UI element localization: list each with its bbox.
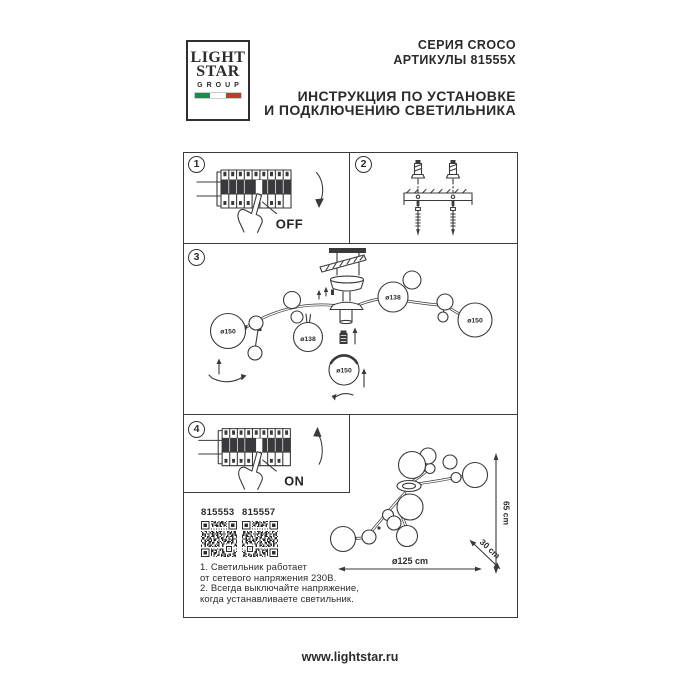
- note-line-3: 2. Всегда выключайте напряжение,: [200, 583, 360, 594]
- logo-word-group: GROUP: [197, 82, 243, 89]
- header-titles: [250, 38, 516, 117]
- mounting-bracket-icon: [349, 152, 519, 244]
- dimension-height-label: 65 cm: [501, 500, 512, 526]
- logo-word-light: LIGHT: [190, 49, 246, 66]
- nipple-screw-icon: [340, 331, 348, 345]
- circuit-breaker-off-icon: [183, 152, 350, 244]
- dimension-depth-label: 30 cm: [477, 536, 503, 561]
- instruction-title-line1: ИНСТРУКЦИЯ ПО УСТАНОВКЕ: [297, 88, 516, 104]
- globe-label-far-right: ø150: [467, 317, 483, 325]
- arrow-up-icon: [353, 328, 358, 334]
- qr-code-left-icon: [201, 521, 237, 557]
- on-label: ON: [284, 474, 305, 489]
- arrow-down-icon: [317, 173, 323, 203]
- italian-flag-icon: [195, 93, 241, 98]
- product-code-left: 815553: [201, 507, 235, 518]
- canopy-cup: [331, 276, 364, 283]
- lamp-holder: [330, 302, 363, 309]
- note-line-2: от сетевого напряжения 230В.: [200, 572, 337, 584]
- rotate-gesture-icon: [334, 394, 353, 398]
- globe-hanging: [248, 346, 262, 360]
- globe-label-bottom: ø150: [336, 367, 352, 375]
- step2-number: 2: [355, 156, 372, 173]
- product-code-right: 815557: [242, 507, 276, 518]
- logo-word-star: STAR: [196, 63, 240, 80]
- safety-notes: [200, 563, 360, 605]
- screw-icon: [331, 290, 334, 296]
- arrow-up-icon: [362, 369, 367, 375]
- globe-label-mid-left: ø138: [300, 336, 316, 343]
- articles-title: АРТИКУЛЫ 81555X: [393, 53, 516, 67]
- instruction-title-line2: И ПОДКЛЮЧЕНИЮ СВЕТИЛЬНИКА: [264, 101, 516, 118]
- dimension-diameter-label: ø125 cm: [391, 556, 429, 566]
- qr-code-right-icon: [242, 521, 278, 557]
- off-label: OFF: [275, 216, 304, 232]
- note-line-1: 1. Светильник работает: [200, 562, 307, 573]
- note-line-4: когда устанавливаете светильник.: [200, 593, 354, 605]
- globe-label-far-left: ø150: [220, 328, 236, 336]
- step3-number: 3: [188, 249, 205, 266]
- ceiling-plate: [329, 248, 366, 253]
- globe-label-mid-right: ø138: [385, 294, 401, 302]
- series-title: СЕРИЯ CROCO: [417, 38, 516, 52]
- arrow-up-icon: [324, 287, 328, 292]
- footer-website: www.lightstar.ru: [301, 650, 399, 664]
- step1-number: 1: [188, 156, 205, 173]
- chandelier-assembly-diagram: [183, 244, 518, 415]
- step4-number: 4: [188, 421, 205, 438]
- lightstar-logo: [186, 40, 250, 121]
